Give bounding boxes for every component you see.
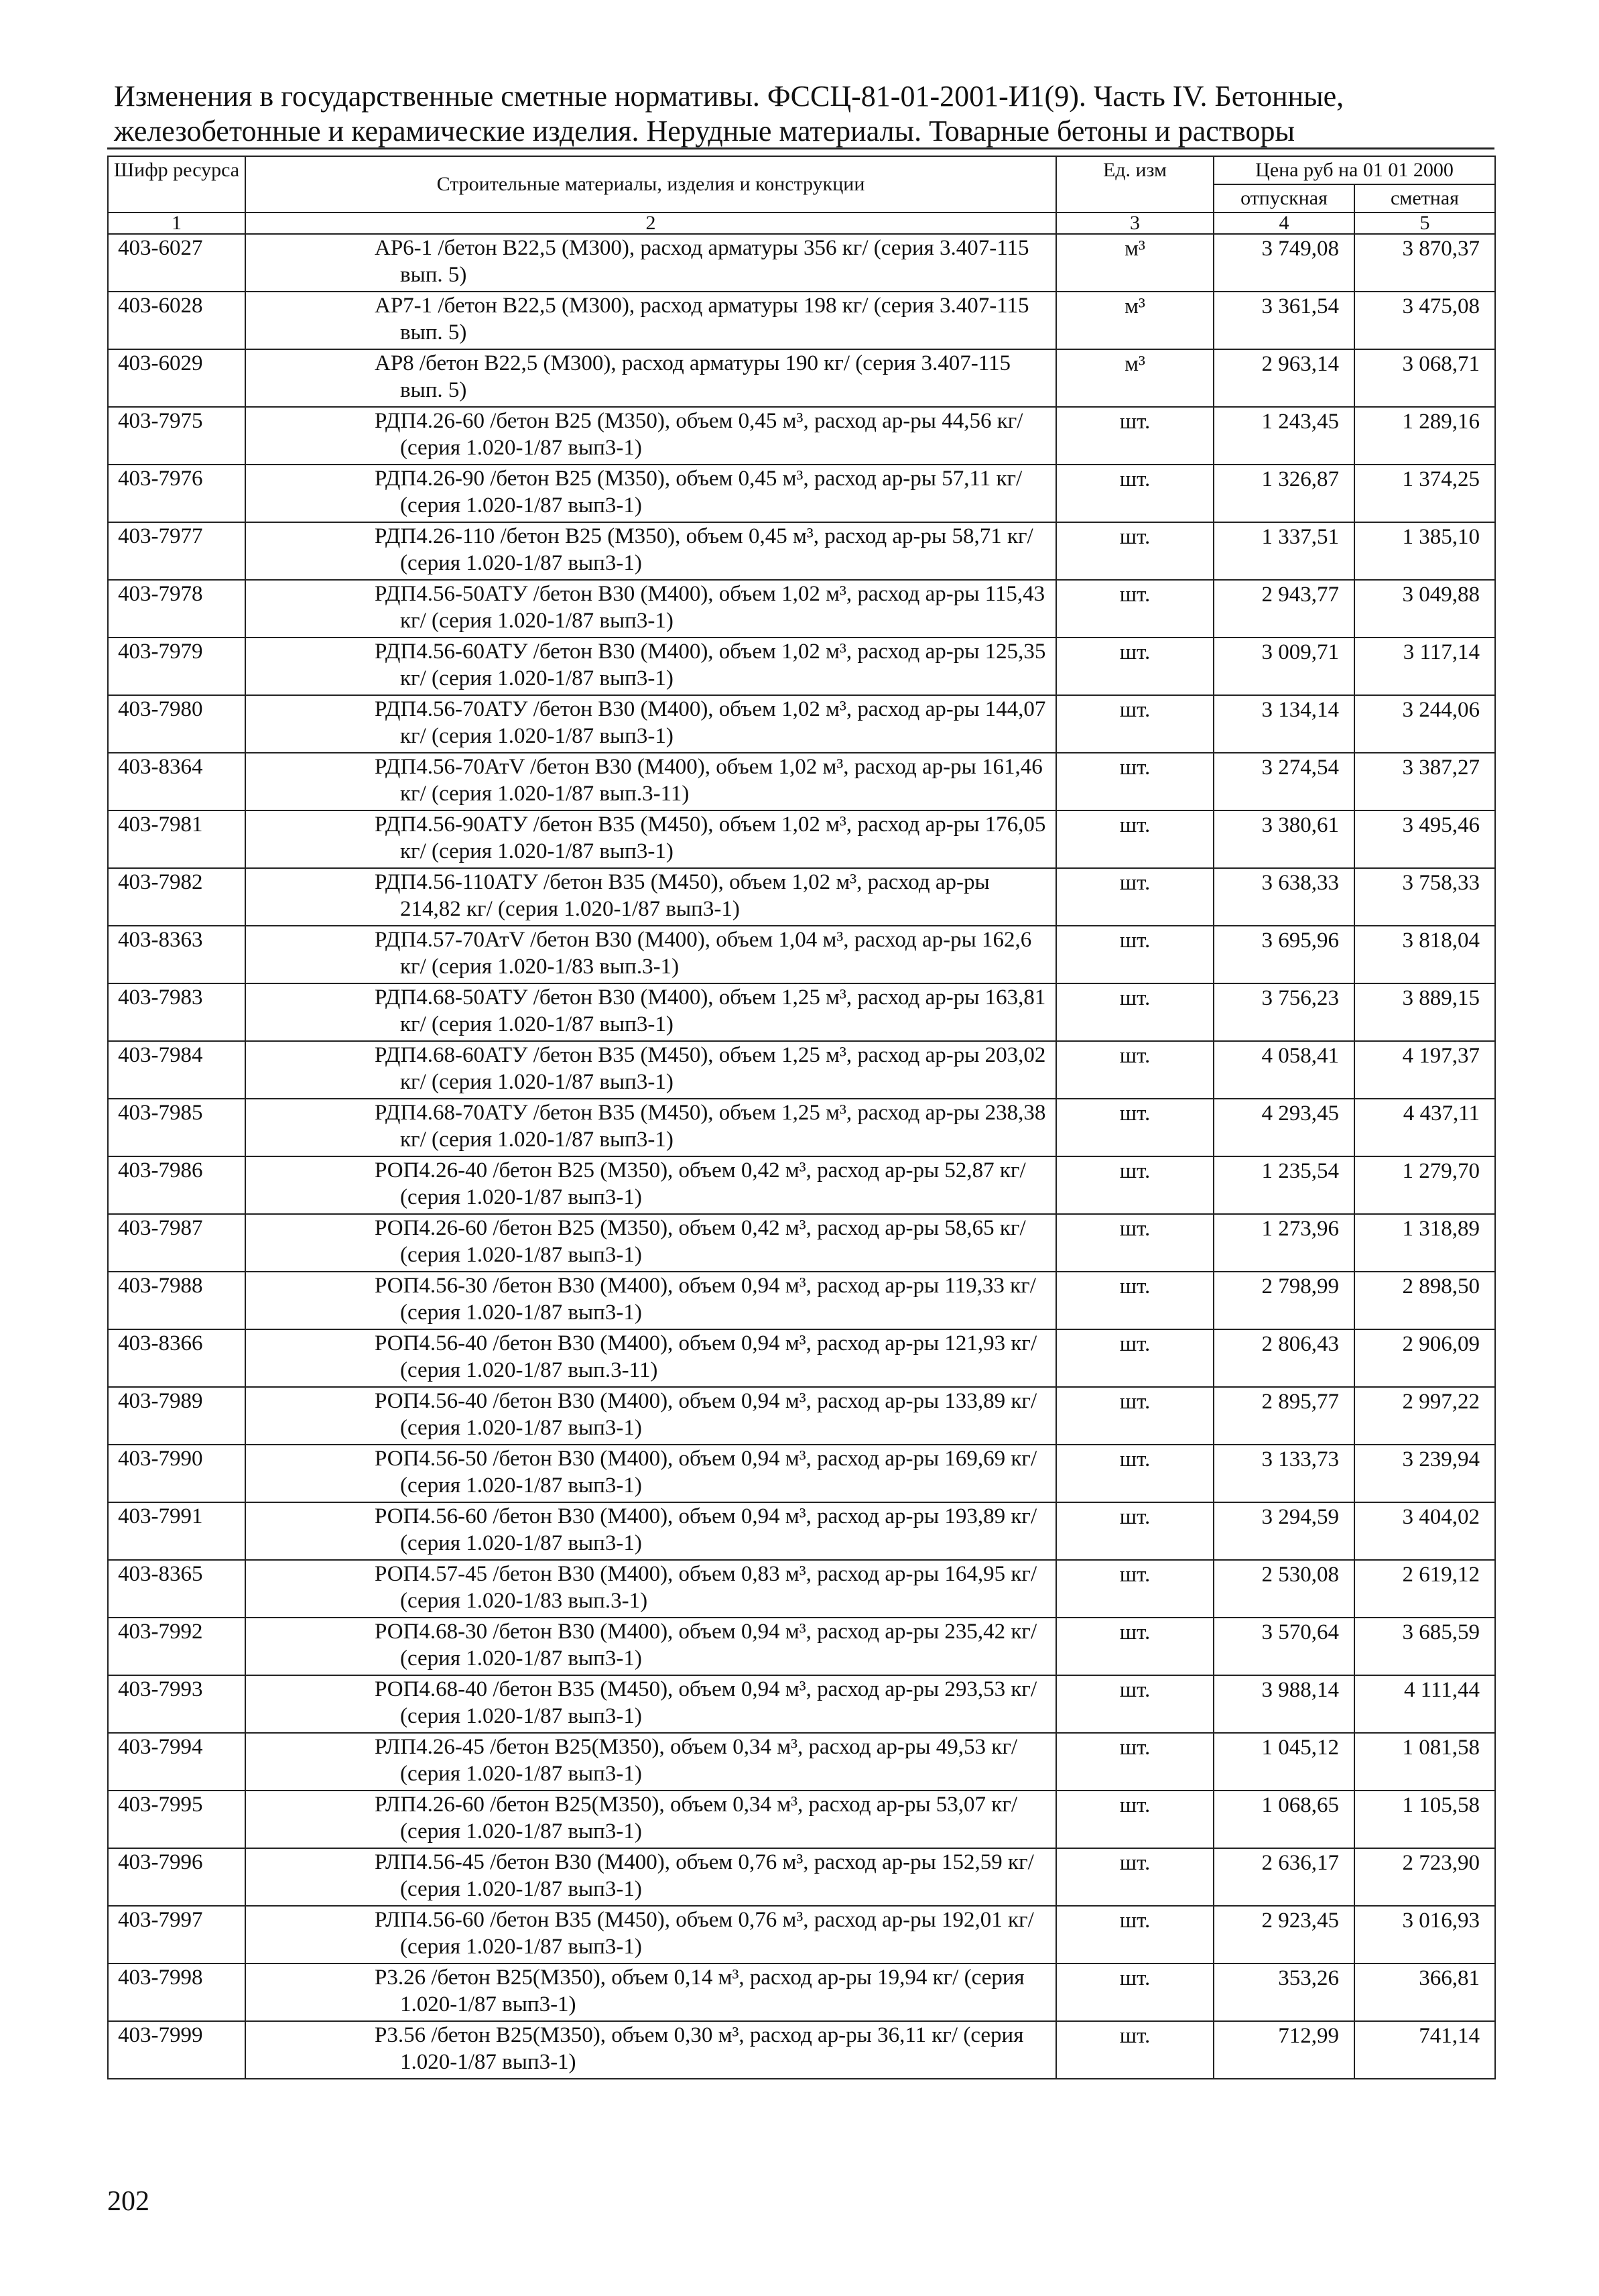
table-row: [108, 926, 1495, 983]
cell-unit: шт.: [1056, 465, 1214, 522]
table-row: [108, 465, 1495, 522]
table-row: [108, 1445, 1495, 1502]
item-description: РДП4.56-60АТУ /бетон В30 (М400), объем 1,02 м³, расход ар-ры 125,35 кг/ (серия 1.020-1/87 вып3-1): [375, 640, 1046, 690]
header-unit: Ед. изм: [1056, 156, 1214, 213]
cell-code: 403-7979: [108, 638, 245, 695]
item-description: РДП4.56-50АТУ /бетон В30 (М400), объем 1,02 м³, расход ар-ры 115,43 кг/ (серия 1.020-1/87 вып3-1): [375, 582, 1045, 633]
cell-price-estimate: 3 475,08: [1354, 292, 1495, 349]
cell-price-release: 2 798,99: [1214, 1272, 1354, 1329]
cell-name: [245, 1618, 1056, 1675]
cell-name: [245, 1445, 1056, 1502]
cell-name: [245, 1041, 1056, 1099]
cell-unit: шт.: [1056, 522, 1214, 580]
table-row: [108, 695, 1495, 753]
cell-name: [245, 810, 1056, 868]
cell-code: 403-7982: [108, 868, 245, 926]
cell-price-estimate: 3 870,37: [1354, 234, 1495, 292]
header-name: Строительные материалы, изделия и конструкции: [245, 156, 1056, 213]
cell-price-release: 1 243,45: [1214, 407, 1354, 465]
item-description: РДП4.56-70АТУ /бетон В30 (М400), объем 1,02 м³, расход ар-ры 144,07 кг/ (серия 1.020-1/87 вып3-1): [375, 697, 1046, 748]
cell-code: 403-7999: [108, 2021, 245, 2079]
cell-price-release: 3 274,54: [1214, 753, 1354, 810]
cell-price-release: 3 361,54: [1214, 292, 1354, 349]
cell-name: [245, 1502, 1056, 1560]
cell-price-release: 1 326,87: [1214, 465, 1354, 522]
item-description: АР6-1 /бетон В22,5 (М300), расход арматуры 356 кг/ (серия 3.407-115 вып. 5): [375, 236, 1029, 287]
cell-price-release: 4 293,45: [1214, 1099, 1354, 1156]
table-row: [108, 753, 1495, 810]
cell-unit: шт.: [1056, 1618, 1214, 1675]
cell-unit: шт.: [1056, 926, 1214, 983]
cell-price-estimate: 1 081,58: [1354, 1733, 1495, 1791]
cell-price-release: 2 963,14: [1214, 349, 1354, 407]
cell-unit: шт.: [1056, 868, 1214, 926]
item-description: РОП4.68-30 /бетон В30 (М400), объем 0,94 м³, расход ар-ры 235,42 кг/ (серия 1.020-1/87 вып3-1): [375, 1620, 1037, 1671]
item-description: РОП4.26-40 /бетон В25 (М350), объем 0,42 м³, расход ар-ры 52,87 кг/ (серия 1.020-1/87 вып3-1): [375, 1158, 1026, 1209]
item-description: Р3.26 /бетон В25(М350), объем 0,14 м³, расход ар-ры 19,94 кг/ (серия 1.020-1/87 вып3-1): [375, 1966, 1025, 2016]
cell-code: 403-7990: [108, 1445, 245, 1502]
item-description: Р3.56 /бетон В25(М350), объем 0,30 м³, расход ар-ры 36,11 кг/ (серия 1.020-1/87 вып3-1): [375, 2023, 1024, 2074]
table-row: [108, 1963, 1495, 2021]
cell-price-release: 1 045,12: [1214, 1733, 1354, 1791]
cell-name: [245, 1791, 1056, 1848]
header-row: [108, 156, 1495, 184]
table-row: [108, 407, 1495, 465]
cell-unit: шт.: [1056, 1099, 1214, 1156]
cell-name: [245, 695, 1056, 753]
cell-price-estimate: 4 437,11: [1354, 1099, 1495, 1156]
item-description: РДП4.26-110 /бетон В25 (М350), объем 0,45 м³, расход ар-ры 58,71 кг/ (серия 1.020-1/87 вып3-1): [375, 524, 1033, 575]
cell-name: [245, 522, 1056, 580]
table-row: [108, 1906, 1495, 1963]
cell-price-estimate: 3 016,93: [1354, 1906, 1495, 1963]
item-description: РЛП4.26-60 /бетон В25(М350), объем 0,34 м³, расход ар-ры 53,07 кг/ (серия 1.020-1/87 вып3-1): [375, 1793, 1018, 1844]
table-row: [108, 1156, 1495, 1214]
cell-price-estimate: 1 374,25: [1354, 465, 1495, 522]
table-row: [108, 868, 1495, 926]
cell-code: 403-7995: [108, 1791, 245, 1848]
cell-price-estimate: 1 385,10: [1354, 522, 1495, 580]
item-description: РОП4.57-45 /бетон В30 (М400), объем 0,83 м³, расход ар-ры 164,95 кг/ (серия 1.020-1/83 вып.3-1): [375, 1562, 1037, 1613]
cell-price-release: 2 530,08: [1214, 1560, 1354, 1618]
cell-code: 403-8363: [108, 926, 245, 983]
cell-unit: шт.: [1056, 407, 1214, 465]
cell-code: 403-7980: [108, 695, 245, 753]
cell-price-release: 712,99: [1214, 2021, 1354, 2079]
cell-unit: шт.: [1056, 1214, 1214, 1272]
cell-price-estimate: 3 758,33: [1354, 868, 1495, 926]
cell-code: 403-7992: [108, 1618, 245, 1675]
cell-code: 403-6027: [108, 234, 245, 292]
cell-name: [245, 1272, 1056, 1329]
item-description: РЛП4.56-60 /бетон В35 (М450), объем 0,76 м³, расход ар-ры 192,01 кг/ (серия 1.020-1/87 вып3-1): [375, 1908, 1034, 1959]
item-description: РДП4.57-70АтV /бетон В30 (М400), объем 1,04 м³, расход ар-ры 162,6 кг/ (серия 1.020-1/83 вып.3-1): [375, 928, 1032, 979]
cell-name: [245, 349, 1056, 407]
cell-price-estimate: 4 111,44: [1354, 1675, 1495, 1733]
item-description: РОП4.68-40 /бетон В35 (М450), объем 0,94 м³, расход ар-ры 293,53 кг/ (серия 1.020-1/87 вып3-1): [375, 1677, 1037, 1728]
cell-price-release: 3 294,59: [1214, 1502, 1354, 1560]
cell-price-estimate: 2 906,09: [1354, 1329, 1495, 1387]
cell-name: [245, 1848, 1056, 1906]
cell-code: 403-8365: [108, 1560, 245, 1618]
cell-price-release: 3 749,08: [1214, 234, 1354, 292]
cell-name: [245, 407, 1056, 465]
cell-name: [245, 1387, 1056, 1445]
item-description: РОП4.26-60 /бетон В25 (М350), объем 0,42 м³, расход ар-ры 58,65 кг/ (серия 1.020-1/87 вып3-1): [375, 1216, 1026, 1267]
cell-code: 403-7994: [108, 1733, 245, 1791]
cell-code: 403-7978: [108, 580, 245, 638]
item-description: РДП4.26-60 /бетон В25 (М350), объем 0,45 м³, расход ар-ры 44,56 кг/ (серия 1.020-1/87 вып3-1): [375, 409, 1023, 460]
cell-unit: м³: [1056, 234, 1214, 292]
column-number: 2: [245, 213, 1056, 234]
item-description: АР8 /бетон В22,5 (М300), расход арматуры 190 кг/ (серия 3.407-115 вып. 5): [375, 351, 1011, 402]
cell-price-estimate: 3 117,14: [1354, 638, 1495, 695]
item-description: РДП4.68-60АТУ /бетон В35 (М450), объем 1,25 м³, расход ар-ры 203,02 кг/ (серия 1.020-1/87 вып3-1): [375, 1043, 1046, 1094]
cell-name: [245, 234, 1056, 292]
cell-price-estimate: 2 898,50: [1354, 1272, 1495, 1329]
cell-price-release: 3 133,73: [1214, 1445, 1354, 1502]
cell-price-release: 1 337,51: [1214, 522, 1354, 580]
cell-unit: шт.: [1056, 1791, 1214, 1848]
cell-price-estimate: 2 723,90: [1354, 1848, 1495, 1906]
table-row: [108, 1560, 1495, 1618]
column-number: 3: [1056, 213, 1214, 234]
header-price-release: отпускная: [1214, 184, 1354, 213]
cell-code: 403-7984: [108, 1041, 245, 1099]
table-row: [108, 580, 1495, 638]
cell-code: 403-8364: [108, 753, 245, 810]
cell-name: [245, 1156, 1056, 1214]
cell-code: 403-7977: [108, 522, 245, 580]
cell-price-estimate: 1 289,16: [1354, 407, 1495, 465]
cell-price-release: 3 009,71: [1214, 638, 1354, 695]
table-row: [108, 983, 1495, 1041]
table-row: [108, 1848, 1495, 1906]
table-row: [108, 1791, 1495, 1848]
cell-unit: шт.: [1056, 1733, 1214, 1791]
cell-code: 403-7996: [108, 1848, 245, 1906]
cell-unit: шт.: [1056, 638, 1214, 695]
header-code: Шифр ресурса: [108, 156, 245, 213]
column-number-row: [108, 213, 1495, 234]
item-description: РДП4.56-90АТУ /бетон В35 (М450), объем 1,02 м³, расход ар-ры 176,05 кг/ (серия 1.020-1/87 вып3-1): [375, 812, 1046, 863]
table-row: [108, 1272, 1495, 1329]
cell-unit: шт.: [1056, 1272, 1214, 1329]
cell-price-release: 2 806,43: [1214, 1329, 1354, 1387]
table-row: [108, 810, 1495, 868]
cell-name: [245, 1675, 1056, 1733]
item-description: РДП4.68-50АТУ /бетон В30 (М400), объем 1,25 м³, расход ар-ры 163,81 кг/ (серия 1.020-1/87 вып3-1): [375, 985, 1046, 1036]
cell-unit: шт.: [1056, 983, 1214, 1041]
cell-name: [245, 292, 1056, 349]
table-row: [108, 292, 1495, 349]
cell-price-release: 2 895,77: [1214, 1387, 1354, 1445]
cell-code: 403-7981: [108, 810, 245, 868]
cell-code: 403-7993: [108, 1675, 245, 1733]
cell-code: 403-7987: [108, 1214, 245, 1272]
item-description: РДП4.26-90 /бетон В25 (М350), объем 0,45 м³, расход ар-ры 57,11 кг/ (серия 1.020-1/87 вып3-1): [375, 467, 1023, 518]
cell-price-estimate: 3 068,71: [1354, 349, 1495, 407]
cell-name: [245, 1560, 1056, 1618]
table-row: [108, 2021, 1495, 2079]
cell-price-release: 1 273,96: [1214, 1214, 1354, 1272]
table-row: [108, 1214, 1495, 1272]
table-header: [108, 156, 1495, 234]
table-row: [108, 1041, 1495, 1099]
cell-unit: шт.: [1056, 810, 1214, 868]
cell-price-estimate: 3 387,27: [1354, 753, 1495, 810]
cell-name: [245, 868, 1056, 926]
cell-unit: м³: [1056, 292, 1214, 349]
table-row: [108, 1618, 1495, 1675]
cell-price-release: 1 235,54: [1214, 1156, 1354, 1214]
cell-unit: шт.: [1056, 1848, 1214, 1906]
cell-code: 403-7988: [108, 1272, 245, 1329]
cell-price-release: 3 134,14: [1214, 695, 1354, 753]
header-price-group: Цена руб на 01 01 2000: [1214, 156, 1495, 184]
cell-price-release: 3 638,33: [1214, 868, 1354, 926]
cell-name: [245, 753, 1056, 810]
cell-name: [245, 1214, 1056, 1272]
cell-name: [245, 983, 1056, 1041]
cell-price-estimate: 3 889,15: [1354, 983, 1495, 1041]
item-description: РОП4.56-60 /бетон В30 (М400), объем 0,94 м³, расход ар-ры 193,89 кг/ (серия 1.020-1/87 вып3-1): [375, 1504, 1037, 1555]
cell-code: 403-6029: [108, 349, 245, 407]
cell-code: 403-7998: [108, 1963, 245, 2021]
cell-code: 403-7997: [108, 1906, 245, 1963]
table-row: [108, 1099, 1495, 1156]
cell-unit: шт.: [1056, 1387, 1214, 1445]
cell-price-estimate: 3 495,46: [1354, 810, 1495, 868]
cell-price-estimate: 1 105,58: [1354, 1791, 1495, 1848]
cell-price-release: 3 380,61: [1214, 810, 1354, 868]
item-description: РДП4.56-110АТУ /бетон В35 (М450), объем 1,02 м³, расход ар-ры 214,82 кг/ (серия 1.020-1/87 вып3-1): [375, 870, 990, 921]
cell-code: 403-7985: [108, 1099, 245, 1156]
cell-unit: шт.: [1056, 1675, 1214, 1733]
cell-unit: шт.: [1056, 2021, 1214, 2079]
column-number: 4: [1214, 213, 1354, 234]
cell-price-estimate: 4 197,37: [1354, 1041, 1495, 1099]
table-body: [108, 234, 1495, 2079]
cell-name: [245, 1963, 1056, 2021]
cell-code: 403-7986: [108, 1156, 245, 1214]
column-number: 1: [108, 213, 245, 234]
cell-code: 403-7983: [108, 983, 245, 1041]
cell-unit: шт.: [1056, 580, 1214, 638]
cell-name: [245, 1733, 1056, 1791]
cell-price-release: 1 068,65: [1214, 1791, 1354, 1848]
item-description: РОП4.56-30 /бетон В30 (М400), объем 0,94 м³, расход ар-ры 119,33 кг/ (серия 1.020-1/87 вып3-1): [375, 1274, 1036, 1325]
table-row: [108, 1387, 1495, 1445]
cell-code: 403-6028: [108, 292, 245, 349]
cell-price-release: 3 988,14: [1214, 1675, 1354, 1733]
table-row: [108, 1733, 1495, 1791]
page-header-title: Изменения в государственные сметные нормативы. ФССЦ-81-01-2001-И1(9). Часть IV. Бетонные, железобетонные и керамические изделия. Нерудные материалы. Товарные бетоны и растворы: [114, 80, 1344, 147]
item-description: РЛП4.26-45 /бетон В25(М350), объем 0,34 м³, расход ар-ры 49,53 кг/ (серия 1.020-1/87 вып3-1): [375, 1735, 1018, 1786]
cell-unit: шт.: [1056, 1041, 1214, 1099]
cell-unit: шт.: [1056, 1156, 1214, 1214]
cell-price-estimate: 2 997,22: [1354, 1387, 1495, 1445]
cell-name: [245, 1906, 1056, 1963]
cell-name: [245, 1329, 1056, 1387]
cell-price-estimate: 3 244,06: [1354, 695, 1495, 753]
cell-code: 403-7991: [108, 1502, 245, 1560]
cell-price-release: 2 943,77: [1214, 580, 1354, 638]
page-number: 202: [107, 2186, 149, 2217]
cell-name: [245, 465, 1056, 522]
cell-unit: шт.: [1056, 1329, 1214, 1387]
cell-unit: шт.: [1056, 1560, 1214, 1618]
cell-price-estimate: 3 818,04: [1354, 926, 1495, 983]
cell-unit: шт.: [1056, 1906, 1214, 1963]
cell-price-estimate: 3 404,02: [1354, 1502, 1495, 1560]
cell-price-release: 2 636,17: [1214, 1848, 1354, 1906]
cell-price-estimate: 3 049,88: [1354, 580, 1495, 638]
table-row: [108, 1329, 1495, 1387]
cell-price-release: 2 923,45: [1214, 1906, 1354, 1963]
cell-price-release: 3 695,96: [1214, 926, 1354, 983]
header-price-estimate: сметная: [1354, 184, 1495, 213]
cell-name: [245, 1099, 1056, 1156]
table-row: [108, 1675, 1495, 1733]
cell-name: [245, 926, 1056, 983]
cell-name: [245, 2021, 1056, 2079]
cell-price-estimate: 366,81: [1354, 1963, 1495, 2021]
cell-unit: шт.: [1056, 753, 1214, 810]
table-row: [108, 522, 1495, 580]
cell-price-estimate: 3 685,59: [1354, 1618, 1495, 1675]
price-table: [107, 156, 1496, 2079]
cell-price-release: 3 570,64: [1214, 1618, 1354, 1675]
cell-unit: шт.: [1056, 1963, 1214, 2021]
cell-unit: шт.: [1056, 1502, 1214, 1560]
table-row: [108, 234, 1495, 292]
table-row: [108, 638, 1495, 695]
cell-price-estimate: 3 239,94: [1354, 1445, 1495, 1502]
item-description: РОП4.56-50 /бетон В30 (М400), объем 0,94 м³, расход ар-ры 169,69 кг/ (серия 1.020-1/87 вып3-1): [375, 1447, 1037, 1498]
header-divider: [107, 147, 1494, 149]
cell-code: 403-7975: [108, 407, 245, 465]
item-description: РДП4.68-70АТУ /бетон В35 (М450), объем 1,25 м³, расход ар-ры 238,38 кг/ (серия 1.020-1/87 вып3-1): [375, 1101, 1046, 1152]
cell-unit: шт.: [1056, 695, 1214, 753]
table-row: [108, 1502, 1495, 1560]
cell-price-estimate: 741,14: [1354, 2021, 1495, 2079]
cell-price-release: 4 058,41: [1214, 1041, 1354, 1099]
column-number: 5: [1354, 213, 1495, 234]
item-description: РЛП4.56-45 /бетон В30 (М400), объем 0,76 м³, расход ар-ры 152,59 кг/ (серия 1.020-1/87 вып3-1): [375, 1850, 1034, 1901]
cell-code: 403-7989: [108, 1387, 245, 1445]
cell-price-estimate: 1 318,89: [1354, 1214, 1495, 1272]
cell-code: 403-7976: [108, 465, 245, 522]
cell-price-release: 353,26: [1214, 1963, 1354, 2021]
cell-price-release: 3 756,23: [1214, 983, 1354, 1041]
item-description: РОП4.56-40 /бетон В30 (М400), объем 0,94 м³, расход ар-ры 133,89 кг/ (серия 1.020-1/87 вып3-1): [375, 1389, 1037, 1440]
item-description: АР7-1 /бетон В22,5 (М300), расход арматуры 198 кг/ (серия 3.407-115 вып. 5): [375, 294, 1029, 345]
cell-name: [245, 580, 1056, 638]
item-description: РДП4.56-70АтV /бетон В30 (М400), объем 1,02 м³, расход ар-ры 161,46 кг/ (серия 1.020-1/87 вып.3-11): [375, 755, 1043, 806]
cell-price-estimate: 1 279,70: [1354, 1156, 1495, 1214]
cell-price-estimate: 2 619,12: [1354, 1560, 1495, 1618]
cell-name: [245, 638, 1056, 695]
table-row: [108, 349, 1495, 407]
item-description: РОП4.56-40 /бетон В30 (М400), объем 0,94 м³, расход ар-ры 121,93 кг/ (серия 1.020-1/87 вып.3-11): [375, 1331, 1037, 1382]
cell-code: 403-8366: [108, 1329, 245, 1387]
cell-unit: м³: [1056, 349, 1214, 407]
cell-unit: шт.: [1056, 1445, 1214, 1502]
